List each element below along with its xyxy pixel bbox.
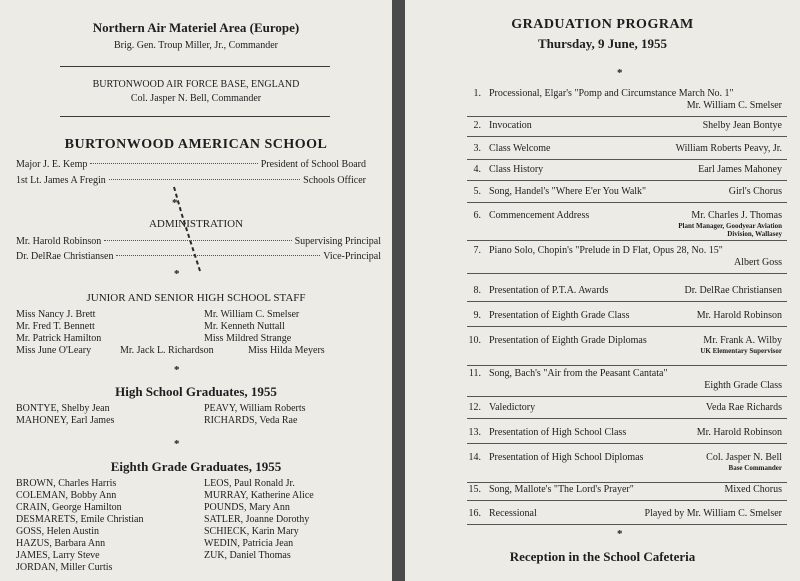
program-item-performer: Col. Jasper N. Bell — [706, 452, 782, 463]
program-item-performer: Albert Goss — [733, 257, 782, 268]
program-item-text: Presentation of High School Class — [489, 427, 627, 438]
program-item-performer: Veda Rae Richards — [705, 402, 782, 413]
staff-name: Miss Hilda Meyers — [248, 345, 325, 356]
program-date: Thursday, 9 June, 1955 — [538, 36, 667, 51]
divider — [467, 116, 787, 117]
program-item-number: 6. — [473, 210, 481, 221]
graduate-name: SATLER, Joanne Dorothy — [204, 514, 310, 525]
divider — [467, 301, 787, 302]
graduate-name: DESMARETS, Emile Christian — [16, 514, 144, 525]
divider — [467, 524, 787, 525]
program-item-title: Plant Manager, Goodyear Aviation Division, Wallasey — [678, 222, 782, 238]
program-item-number: 5. — [473, 186, 481, 197]
program-item-title: Base Commander — [728, 464, 782, 472]
program-item-performer: William Roberts Peavy, Jr. — [675, 143, 782, 154]
staff-column-1 — [16, 309, 101, 357]
command-title: Northern Air Materiel Area (Europe) — [92, 20, 300, 35]
graduate-name: RICHARDS, Veda Rae — [204, 415, 298, 426]
program-item-title: UK Elementary Supervisor — [700, 347, 782, 355]
program-item-performer: Mr. Charles J. Thomas — [691, 210, 782, 221]
divider — [467, 273, 787, 274]
program-item-performer: Shelby Jean Bontye — [702, 120, 782, 131]
program-item-number: 4. — [473, 164, 481, 175]
divider — [467, 136, 787, 137]
staff-name: Mr. Patrick Hamilton — [16, 333, 102, 344]
program-item-number: 13. — [468, 427, 481, 438]
program-item-text: Presentation of P.T.A. Awards — [489, 285, 609, 296]
program-item-performer: Played by Mr. William C. Smelser — [644, 508, 782, 519]
program-item-number: 16. — [468, 508, 481, 519]
divider — [467, 202, 787, 203]
admin-name: Mr. Harold Robinson — [16, 236, 102, 247]
program-item-number: 8. — [473, 285, 481, 296]
reception-note: Reception in the School Cafeteria — [509, 549, 696, 564]
eg-column-1 — [16, 478, 144, 574]
program-item-number: 7. — [473, 245, 481, 256]
school-officer-row — [16, 159, 366, 170]
graduate-name: LEOS, Paul Ronald Jr. — [204, 478, 295, 489]
program-item-number: 2. — [473, 120, 481, 131]
graduate-name: JORDAN, Miller Curtis — [16, 562, 113, 573]
program-item-performer: Dr. DelRae Christiansen — [684, 285, 782, 296]
page-fold — [392, 0, 405, 581]
program-item-number: 11. — [468, 368, 481, 379]
program-item-text: Class Welcome — [489, 143, 551, 154]
graduate-name: ZUK, Daniel Thomas — [204, 550, 291, 561]
staff-name: Mr. Jack L. Richardson — [120, 345, 214, 356]
divider — [467, 482, 787, 483]
divider — [467, 443, 787, 444]
star-ornament: * — [172, 197, 178, 209]
program-item-performer: Earl James Mahoney — [698, 164, 782, 175]
star-ornament: * — [174, 364, 180, 376]
graduate-name: PEAVY, William Roberts — [204, 403, 306, 414]
program-item-text: Commencement Address — [489, 210, 590, 221]
graduate-name: HAZUS, Barbara Ann — [16, 538, 106, 549]
program-item-text: Presentation of Eighth Grade Diplomas — [489, 335, 647, 346]
officer-role: President of School Board — [260, 159, 366, 170]
graduate-name: BONTYE, Shelby Jean — [16, 403, 110, 414]
officer-name: 1st Lt. James A Fregin — [16, 175, 106, 186]
star-ornament: * — [174, 268, 180, 280]
command-officer: Brig. Gen. Troup Miller, Jr., Commander — [113, 40, 279, 51]
program-item-performer: Mr. Harold Robinson — [696, 427, 782, 438]
program-item-performer: Girl's Chorus — [728, 186, 782, 197]
program-item-text: Class History — [489, 164, 544, 175]
right-page — [405, 0, 800, 581]
program-item-number: 14. — [468, 452, 481, 463]
staff-name: Miss Mildred Strange — [204, 333, 292, 344]
graduate-name: CRAIN, George Hamilton — [16, 502, 122, 513]
graduate-name: WEDIN, Patricia Jean — [204, 538, 294, 549]
program-item-text: Song, Bach's "Air from the Peasant Cantata" — [489, 368, 668, 379]
star-ornament: * — [617, 67, 623, 79]
program-item-number: 12. — [468, 402, 481, 413]
graduate-name: COLEMAN, Bobby Ann — [16, 490, 117, 501]
admin-name: Dr. DelRae Christiansen — [16, 251, 114, 262]
left-page — [0, 0, 392, 581]
divider — [467, 159, 787, 160]
program-item-performer: Mixed Chorus — [724, 484, 782, 495]
divider — [467, 326, 787, 327]
graduate-name: JAMES, Larry Steve — [16, 550, 100, 561]
base-title: BURTONWOOD AIR FORCE BASE, ENGLAND — [92, 79, 300, 90]
graduate-name: MAHONEY, Earl James — [16, 415, 115, 426]
eg-heading: Eighth Grade Graduates, 1955 — [110, 459, 282, 474]
program-item-text: Invocation — [489, 120, 532, 131]
hs-column-2 — [204, 403, 306, 427]
staff-name: Miss Nancy J. Brett — [16, 309, 96, 320]
staff-heading: JUNIOR AND SENIOR HIGH SCHOOL STAFF — [86, 292, 306, 304]
hs-column-1 — [16, 403, 114, 427]
star-ornament: * — [174, 438, 180, 450]
staff-name: Mr. William C. Smelser — [204, 309, 300, 320]
admin-role: Vice-Principal — [323, 251, 381, 262]
staff-name: Miss June O'Leary — [16, 345, 92, 356]
graduate-name: GOSS, Helen Austin — [16, 526, 100, 537]
program-item-text: Recessional — [489, 508, 537, 519]
divider — [467, 365, 787, 366]
admin-role: Supervising Principal — [294, 236, 381, 247]
program-item-text: Song, Mallote's "The Lord's Prayer" — [489, 484, 634, 495]
divider — [467, 180, 787, 181]
star-ornament: * — [617, 528, 623, 540]
program-item-number: 3. — [473, 143, 481, 154]
program-item-number: 1. — [473, 88, 481, 99]
program-item-text: Presentation of High School Diplomas — [489, 452, 644, 463]
ink-streak — [170, 185, 210, 275]
program-item-number: 9. — [473, 310, 481, 321]
admin-heading: ADMINISTRATION — [148, 218, 244, 230]
divider — [467, 240, 787, 241]
divider — [467, 396, 787, 397]
graduate-name: BROWN, Charles Harris — [16, 478, 117, 489]
divider — [467, 500, 787, 501]
program-item-performer: Mr. William C. Smelser — [686, 100, 782, 111]
program-item-performer: Mr. Frank A. Wilby — [703, 335, 782, 346]
program-item-performer: Mr. Harold Robinson — [696, 310, 782, 321]
base-officer: Col. Jasper N. Bell, Commander — [130, 93, 262, 104]
graduate-name: POUNDS, Mary Ann — [204, 502, 290, 513]
program-item-number: 10. — [468, 335, 481, 346]
program-item-number: 15. — [468, 484, 481, 495]
program-item-text: Presentation of Eighth Grade Class — [489, 310, 630, 321]
program-item-performer: Eighth Grade Class — [704, 380, 782, 391]
staff-column-2 — [204, 309, 299, 345]
officer-role: Schools Officer — [303, 175, 366, 186]
graduate-name: MURRAY, Katherine Alice — [204, 490, 314, 501]
eg-column-2 — [204, 478, 314, 562]
officer-name: Major J. E. Kemp — [16, 159, 88, 170]
divider — [60, 116, 330, 117]
divider — [60, 66, 330, 67]
staff-name: Mr. Kenneth Nuttall — [204, 321, 285, 332]
program-title: GRADUATION PROGRAM — [511, 17, 694, 32]
hs-heading: High School Graduates, 1955 — [115, 384, 277, 399]
program-item-text: Valedictory — [489, 402, 536, 413]
program-item-text: Piano Solo, Chopin's "Prelude in D Flat, Opus 28, No. 15" — [489, 245, 723, 256]
program-item-text: Processional, Elgar's "Pomp and Circumstance March No. 1" — [489, 88, 734, 99]
divider — [467, 418, 787, 419]
program-item-text: Song, Handel's "Where E'er You Walk" — [489, 186, 647, 197]
school-title: BURTONWOOD AMERICAN SCHOOL — [64, 137, 328, 152]
graduate-name: SCHIECK, Karin Mary — [204, 526, 299, 537]
staff-name: Mr. Fred T. Bennett — [16, 321, 95, 332]
